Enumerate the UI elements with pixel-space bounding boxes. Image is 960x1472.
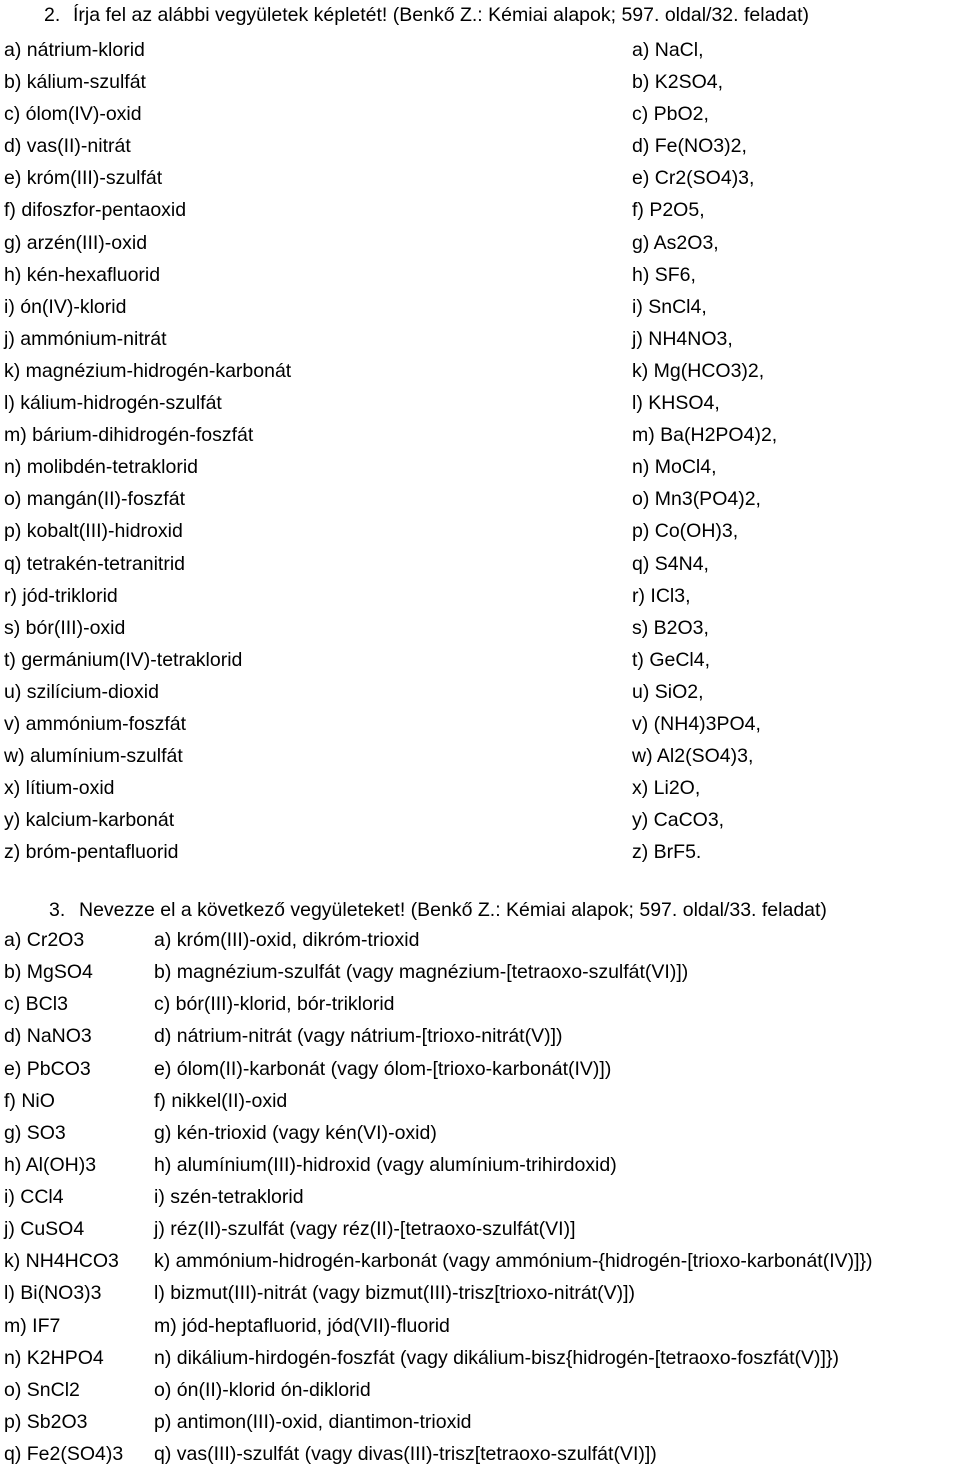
compound-formula: p) Co(OH)3, — [632, 520, 739, 543]
compound-formula: b) MgSO4 — [4, 961, 93, 984]
compound-name: y) kalcium-karbonát — [4, 809, 175, 832]
compound-formula: b) K2SO4, — [632, 71, 724, 94]
compound-formula: k) Mg(HCO3)2, — [632, 359, 765, 382]
compound-formula: u) SiO2, — [632, 680, 704, 703]
compound-name: w) alumínium-szulfát — [4, 745, 183, 768]
compound-name: l) bizmut(III)-nitrát (vagy bizmut(III)-trisz[trioxo-nitrát(V)]) — [154, 1282, 636, 1305]
compound-formula: z) BrF5. — [632, 841, 702, 864]
compound-name: h) kén-hexafluorid — [4, 263, 161, 286]
compound-name: n) dikálium-hirdogén-foszfát (vagy dikálium-bisz{hidrogén-[tetraoxo-foszfát(V)]}) — [154, 1346, 839, 1369]
compound-name: f) difoszfor-pentaoxid — [4, 199, 187, 222]
compound-name: h) alumínium(III)-hidroxid (vagy alumínium-trihirdoxid) — [154, 1153, 617, 1176]
compound-name: b) magnézium-szulfát (vagy magnézium-[tetraoxo-szulfát(VI)]) — [154, 961, 689, 984]
compound-formula: o) Mn3(PO4)2, — [632, 488, 761, 511]
compound-name: z) bróm-pentafluorid — [4, 841, 179, 864]
compound-name: q) vas(III)-szulfát (vagy divas(III)-trisz[tetraoxo-szulfát(VI)]) — [154, 1443, 657, 1465]
compound-formula: t) GeCl4, — [632, 648, 711, 671]
compound-name: a) nátrium-klorid — [4, 39, 145, 61]
compound-name: i) szén-tetraklorid — [154, 1186, 304, 1208]
compound-name: t) germánium(IV)-tetraklorid — [4, 648, 243, 671]
compound-formula: n) K2HPO4 — [4, 1346, 104, 1369]
compound-formula: h) Al(OH)3 — [4, 1153, 97, 1176]
compound-formula: k) NH4HCO3 — [4, 1250, 119, 1273]
compound-name: k) magnézium-hidrogén-karbonát — [4, 359, 292, 382]
compound-name: m) bárium-dihidrogén-foszfát — [4, 424, 254, 447]
compound-formula: y) CaCO3, — [632, 809, 725, 832]
compound-formula: e) Cr2(SO4)3, — [632, 167, 755, 190]
compound-formula: e) PbCO3 — [4, 1057, 91, 1080]
compound-name: e) króm(III)-szulfát — [4, 167, 163, 190]
compound-formula: c) BCl3 — [4, 993, 68, 1016]
compound-name: s) bór(III)-oxid — [4, 616, 126, 639]
compound-formula: s) B2O3, — [632, 616, 709, 639]
compound-name: j) réz(II)-szulfát (vagy réz(II)-[tetraoxo-szulfát(VI)] — [154, 1218, 576, 1241]
compound-name: c) bór(III)-klorid, bór-triklorid — [154, 993, 395, 1016]
compound-name: m) jód-heptafluorid, jód(VII)-fluorid — [154, 1314, 450, 1337]
exercise-2-number: 2. — [44, 4, 61, 26]
exercise-3-heading — [49, 898, 827, 922]
exercise-3-title: Nevezze el a következő vegyületeket! (Benkő Z.: Kémiai alapok; 597. oldal/33. feladat) — [79, 899, 827, 921]
compound-name: b) kálium-szulfát — [4, 71, 146, 94]
compound-formula: g) As2O3, — [632, 231, 719, 254]
compound-name: j) ammónium-nitrát — [4, 327, 167, 350]
compound-name: o) ón(II)-klorid ón-diklorid — [154, 1378, 371, 1401]
compound-formula: p) Sb2O3 — [4, 1410, 88, 1433]
compound-name: d) vas(II)-nitrát — [4, 135, 131, 158]
compound-formula: l) Bi(NO3)3 — [4, 1282, 102, 1305]
compound-formula: d) NaNO3 — [4, 1025, 92, 1048]
compound-name: e) ólom(II)-karbonát (vagy ólom-[trioxo-karbonát(IV)]) — [154, 1057, 612, 1080]
compound-name: p) antimon(III)-oxid, diantimon-trioxid — [154, 1410, 472, 1433]
compound-name: k) ammónium-hidrogén-karbonát (vagy ammónium-{hidrogén-[trioxo-karbonát(IV)]}) — [154, 1250, 873, 1273]
compound-name: a) króm(III)-oxid, dikróm-trioxid — [154, 929, 420, 951]
compound-name: q) tetrakén-tetranitrid — [4, 552, 185, 575]
compound-name: o) mangán(II)-foszfát — [4, 488, 185, 511]
compound-name: i) ón(IV)-klorid — [4, 295, 127, 318]
compound-formula: f) NiO — [4, 1089, 55, 1112]
compound-name: g) kén-trioxid (vagy kén(VI)-oxid) — [154, 1121, 437, 1144]
compound-formula: h) SF6, — [632, 263, 696, 286]
compound-formula: f) P2O5, — [632, 199, 705, 222]
compound-formula: q) S4N4, — [632, 552, 709, 575]
compound-formula: a) NaCl, — [632, 39, 704, 61]
compound-name: x) lítium-oxid — [4, 777, 115, 800]
compound-name: n) molibdén-tetraklorid — [4, 456, 199, 479]
compound-formula: i) SnCl4, — [632, 295, 707, 318]
compound-name: u) szilícium-dioxid — [4, 680, 159, 703]
compound-formula: j) CuSO4 — [4, 1218, 85, 1241]
compound-name: r) jód-triklorid — [4, 584, 118, 607]
compound-formula: m) Ba(H2PO4)2, — [632, 424, 778, 447]
exercise-2-title: Írja fel az alábbi vegyületek képletét! (Benkő Z.: Kémiai alapok; 597. oldal/32. feladat) — [73, 4, 810, 26]
compound-formula: m) IF7 — [4, 1314, 61, 1337]
compound-name: p) kobalt(III)-hidroxid — [4, 520, 183, 543]
compound-formula: o) SnCl2 — [4, 1378, 80, 1401]
compound-name: l) kálium-hidrogén-szulfát — [4, 392, 222, 415]
compound-formula: x) Li2O, — [632, 777, 701, 800]
compound-formula: r) ICl3, — [632, 584, 691, 607]
compound-formula: w) Al2(SO4)3, — [632, 745, 754, 768]
compound-name: f) nikkel(II)-oxid — [154, 1089, 288, 1112]
compound-formula: g) SO3 — [4, 1121, 66, 1144]
exercise-3-number: 3. — [49, 899, 66, 921]
compound-formula: a) Cr2O3 — [4, 929, 85, 951]
compound-name: c) ólom(IV)-oxid — [4, 103, 142, 126]
compound-formula: v) (NH4)3PO4, — [632, 712, 761, 735]
compound-formula: d) Fe(NO3)2, — [632, 135, 747, 158]
compound-formula: l) KHSO4, — [632, 392, 720, 415]
exercise-2-heading — [44, 3, 809, 27]
compound-name: v) ammónium-foszfát — [4, 712, 187, 735]
compound-name: g) arzén(III)-oxid — [4, 231, 148, 254]
compound-formula: q) Fe2(SO4)3 — [4, 1443, 124, 1465]
compound-name: d) nátrium-nitrát (vagy nátrium-[trioxo-nitrát(V)]) — [154, 1025, 563, 1048]
compound-formula: j) NH4NO3, — [632, 327, 733, 350]
compound-formula: n) MoCl4, — [632, 456, 717, 479]
compound-formula: i) CCl4 — [4, 1186, 64, 1208]
compound-formula: c) PbO2, — [632, 103, 709, 126]
